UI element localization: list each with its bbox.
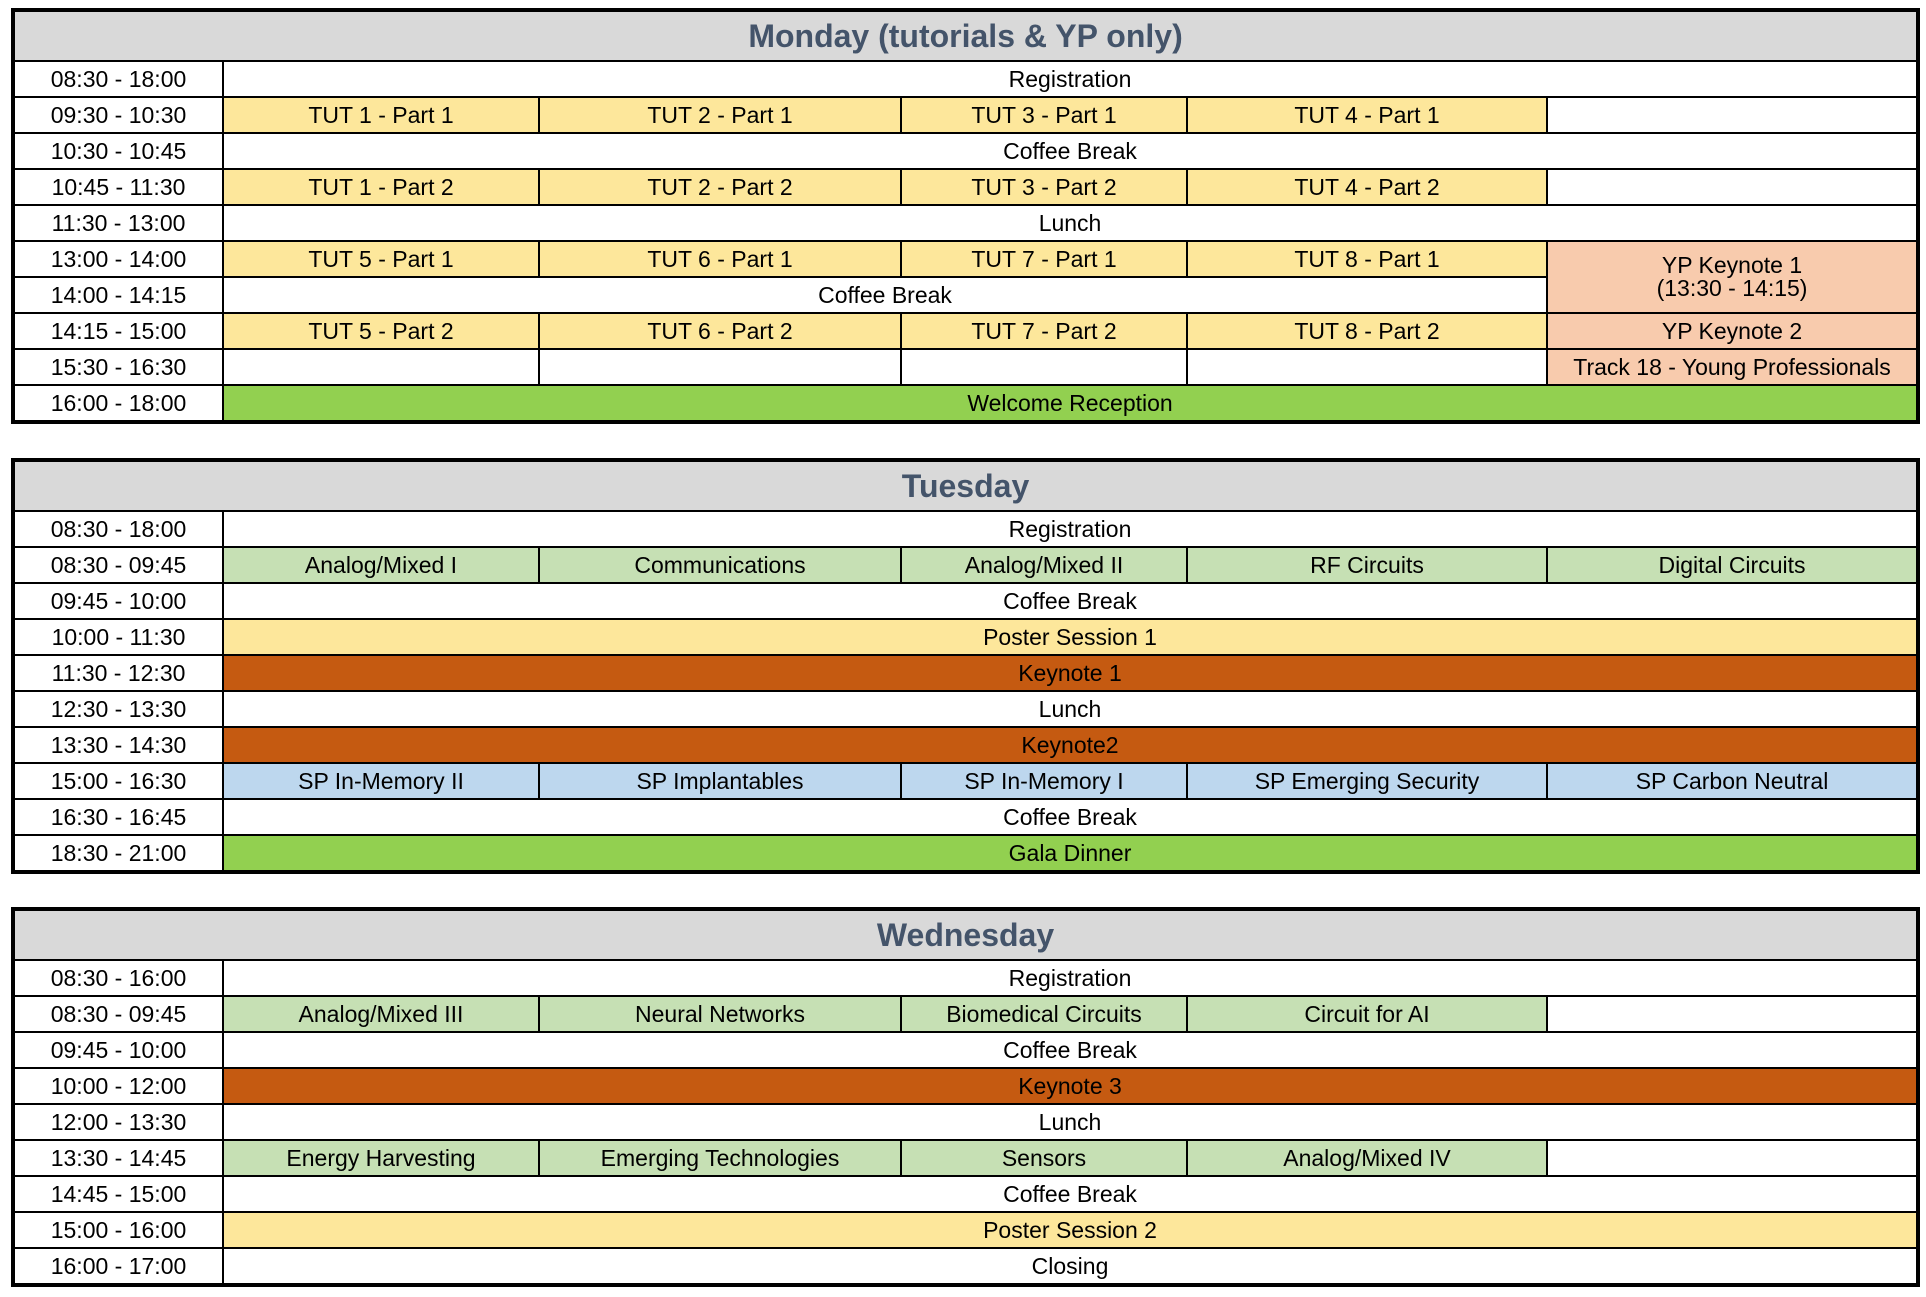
time-slot: 11:30 - 12:30 — [13, 655, 223, 691]
time-slot: 13:00 - 14:00 — [13, 241, 223, 277]
session-cell: Registration — [223, 61, 1918, 97]
session-cell: Coffee Break — [223, 1176, 1918, 1212]
time-slot: 16:30 - 16:45 — [13, 799, 223, 835]
session-cell: TUT 8 - Part 1 — [1187, 241, 1547, 277]
session-cell: SP In-Memory I — [901, 763, 1187, 799]
schedule-row — [13, 511, 1918, 547]
day-title: Tuesday — [13, 460, 1918, 511]
time-slot: 16:00 - 17:00 — [13, 1248, 223, 1285]
session-cell: TUT 7 - Part 1 — [901, 241, 1187, 277]
time-slot: 14:00 - 14:15 — [13, 277, 223, 313]
session-cell — [539, 349, 901, 385]
session-cell: TUT 1 - Part 1 — [223, 97, 539, 133]
schedule-row — [13, 349, 1918, 385]
session-cell — [223, 349, 539, 385]
time-slot: 09:30 - 10:30 — [13, 97, 223, 133]
session-cell: TUT 2 - Part 1 — [539, 97, 901, 133]
schedule-row — [13, 1032, 1918, 1068]
session-cell: Coffee Break — [223, 133, 1918, 169]
day-title: Monday (tutorials & YP only) — [13, 10, 1918, 61]
session-cell: SP Emerging Security — [1187, 763, 1547, 799]
schedule-row — [13, 655, 1918, 691]
session-cell: Communications — [539, 547, 901, 583]
session-cell — [901, 349, 1187, 385]
session-cell: SP Implantables — [539, 763, 901, 799]
session-cell: TUT 6 - Part 1 — [539, 241, 901, 277]
time-slot: 18:30 - 21:00 — [13, 835, 223, 872]
session-cell: Registration — [223, 960, 1918, 996]
schedule-row — [13, 1212, 1918, 1248]
time-slot: 15:00 - 16:30 — [13, 763, 223, 799]
schedule-row — [13, 169, 1918, 205]
day-table-monday — [11, 8, 1920, 424]
session-cell: TUT 5 - Part 2 — [223, 313, 539, 349]
session-cell: TUT 4 - Part 2 — [1187, 169, 1547, 205]
schedule-row — [13, 835, 1918, 872]
schedule-row — [13, 1248, 1918, 1285]
time-slot: 10:30 - 10:45 — [13, 133, 223, 169]
time-slot: 13:30 - 14:30 — [13, 727, 223, 763]
schedule-row — [13, 996, 1918, 1032]
session-time-note: (13:30 - 14:15) — [1656, 275, 1808, 301]
time-slot: 10:00 - 12:00 — [13, 1068, 223, 1104]
schedule-row — [13, 61, 1918, 97]
schedule-row — [13, 385, 1918, 422]
session-cell — [1547, 241, 1918, 313]
schedule-row — [13, 763, 1918, 799]
time-slot: 08:30 - 09:45 — [13, 547, 223, 583]
session-cell — [1547, 1140, 1918, 1176]
session-cell: Closing — [223, 1248, 1918, 1285]
session-cell: Analog/Mixed II — [901, 547, 1187, 583]
time-slot: 09:45 - 10:00 — [13, 1032, 223, 1068]
time-slot: 10:45 - 11:30 — [13, 169, 223, 205]
session-cell: Poster Session 1 — [223, 619, 1918, 655]
session-cell — [1547, 996, 1918, 1032]
time-slot: 11:30 - 13:00 — [13, 205, 223, 241]
session-cell — [1187, 349, 1547, 385]
schedule-row — [13, 1068, 1918, 1104]
session-cell: Analog/Mixed I — [223, 547, 539, 583]
session-cell: Emerging Technologies — [539, 1140, 901, 1176]
session-cell — [1547, 169, 1918, 205]
session-cell: SP Carbon Neutral — [1547, 763, 1918, 799]
day-table-tuesday — [11, 458, 1920, 874]
session-cell: Poster Session 2 — [223, 1212, 1918, 1248]
session-cell: SP In-Memory II — [223, 763, 539, 799]
session-cell: Welcome Reception — [223, 385, 1918, 422]
time-slot: 14:15 - 15:00 — [13, 313, 223, 349]
time-slot: 13:30 - 14:45 — [13, 1140, 223, 1176]
time-slot: 14:45 - 15:00 — [13, 1176, 223, 1212]
time-slot: 12:00 - 13:30 — [13, 1104, 223, 1140]
session-cell: TUT 3 - Part 1 — [901, 97, 1187, 133]
time-slot: 08:30 - 18:00 — [13, 511, 223, 547]
schedule-row — [13, 799, 1918, 835]
time-slot: 08:30 - 18:00 — [13, 61, 223, 97]
day-table-wednesday — [11, 907, 1920, 1287]
session-cell: Coffee Break — [223, 583, 1918, 619]
session-cell: TUT 4 - Part 1 — [1187, 97, 1547, 133]
session-cell: TUT 7 - Part 2 — [901, 313, 1187, 349]
session-cell: RF Circuits — [1187, 547, 1547, 583]
session-cell: Keynote 1 — [223, 655, 1918, 691]
time-slot: 15:00 - 16:00 — [13, 1212, 223, 1248]
session-cell: Biomedical Circuits — [901, 996, 1187, 1032]
session-cell: TUT 5 - Part 1 — [223, 241, 539, 277]
session-cell: TUT 3 - Part 2 — [901, 169, 1187, 205]
schedule-row — [13, 133, 1918, 169]
schedule-row — [13, 313, 1918, 349]
session-cell: Analog/Mixed III — [223, 996, 539, 1032]
time-slot: 12:30 - 13:30 — [13, 691, 223, 727]
session-label: YP Keynote 1 — [1661, 252, 1803, 278]
session-cell: Neural Networks — [539, 996, 901, 1032]
session-cell: Sensors — [901, 1140, 1187, 1176]
session-cell: Keynote2 — [223, 727, 1918, 763]
session-cell: Lunch — [223, 691, 1918, 727]
session-cell: Registration — [223, 511, 1918, 547]
schedule-row — [13, 1104, 1918, 1140]
time-slot: 09:45 - 10:00 — [13, 583, 223, 619]
session-cell: TUT 1 - Part 2 — [223, 169, 539, 205]
schedule-row — [13, 583, 1918, 619]
session-cell: Analog/Mixed IV — [1187, 1140, 1547, 1176]
schedule-row — [13, 727, 1918, 763]
schedule-row — [13, 97, 1918, 133]
session-cell: Digital Circuits — [1547, 547, 1918, 583]
schedule-row — [13, 619, 1918, 655]
schedule-row — [13, 691, 1918, 727]
schedule-row — [13, 1176, 1918, 1212]
time-slot: 10:00 - 11:30 — [13, 619, 223, 655]
time-slot: 16:00 - 18:00 — [13, 385, 223, 422]
session-cell: Coffee Break — [223, 799, 1918, 835]
session-cell: YP Keynote 2 — [1547, 313, 1918, 349]
schedule-row — [13, 241, 1918, 277]
schedule-row — [13, 547, 1918, 583]
time-slot: 08:30 - 09:45 — [13, 996, 223, 1032]
schedule-row — [13, 960, 1918, 996]
session-cell: TUT 8 - Part 2 — [1187, 313, 1547, 349]
session-cell: Keynote 3 — [223, 1068, 1918, 1104]
day-title: Wednesday — [13, 909, 1918, 960]
time-slot: 08:30 - 16:00 — [13, 960, 223, 996]
session-cell: Coffee Break — [223, 277, 1547, 313]
schedule-row — [13, 1140, 1918, 1176]
session-cell: TUT 2 - Part 2 — [539, 169, 901, 205]
session-cell: Gala Dinner — [223, 835, 1918, 872]
session-cell: Track 18 - Young Professionals — [1547, 349, 1918, 385]
time-slot: 15:30 - 16:30 — [13, 349, 223, 385]
session-cell: TUT 6 - Part 2 — [539, 313, 901, 349]
session-cell: Energy Harvesting — [223, 1140, 539, 1176]
session-cell: Coffee Break — [223, 1032, 1918, 1068]
session-cell: Lunch — [223, 205, 1918, 241]
session-cell: Circuit for AI — [1187, 996, 1547, 1032]
session-cell — [1547, 97, 1918, 133]
session-cell: Lunch — [223, 1104, 1918, 1140]
schedule-row — [13, 205, 1918, 241]
